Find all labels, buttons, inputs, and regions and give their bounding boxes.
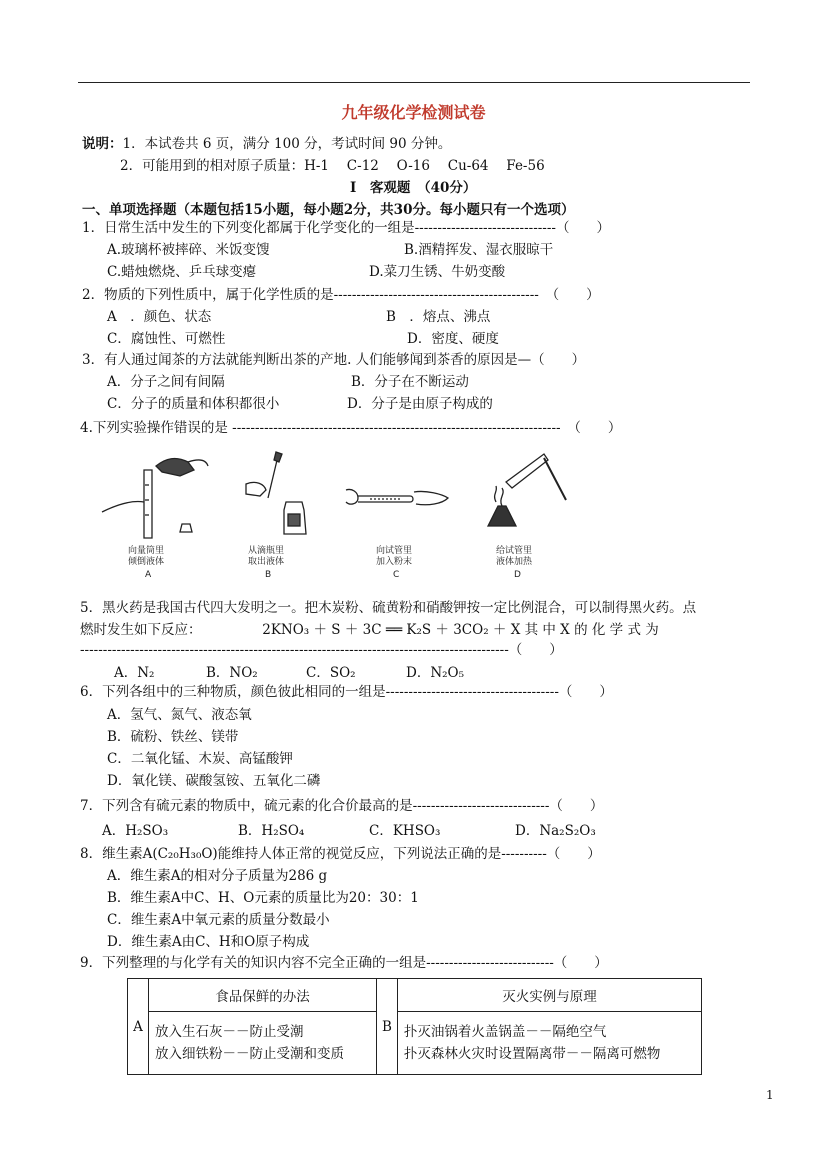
question-5-line-1: 5．黑火药是我国古代四大发明之一。把木炭粉、硫黄粉和硝酸钾按一定比例混合，可以制得黑火药。点	[80, 600, 697, 616]
q7-option-c: C．KHSO₃	[369, 823, 441, 839]
q8-option-d: D．维生素A由C、H和O原子构成	[107, 934, 310, 950]
q8-option-a: A．维生素A的相对分子质量为286 g	[107, 868, 328, 884]
header-rule	[78, 82, 750, 83]
question-9: 9．下列整理的与化学有关的知识内容不完全正确的一组是----------------------------（ ）	[80, 955, 608, 971]
q8-option-b: B．维生素A中C、H、O元素的质量比为20：30：1	[107, 890, 419, 906]
page-title: 九年级化学检测试卷	[341, 103, 486, 122]
figure-b-dropper-icon	[246, 452, 306, 534]
q7-option-b: B．H₂SO₄	[238, 823, 305, 839]
figure-c-caption-1: 向试管里	[376, 546, 413, 556]
knowledge-table	[127, 978, 702, 1075]
question-7: 7．下列含有硫元素的物质中，硫元素的化合价最高的是------------------------------（ ）	[80, 798, 604, 814]
figure-d-heating-icon	[488, 454, 566, 526]
question-1: 1．日常生活中发生的下列变化都属于化学变化的一组是-------------------------------（ ）	[82, 220, 610, 236]
notes-line-2: 2．可能用到的相对原子质量：H-1 C-12 O-16 Cu-64 Fe-56	[120, 158, 545, 174]
question-8: 8．维生素A(C₂₀H₃₀O)能维持人体正常的视觉反应，下列说法正确的是----------（ ）	[80, 846, 601, 862]
page-number: 1	[766, 1088, 774, 1102]
question-4: 4.下列实验操作错误的是 ------------------------------------------------------------------------ （ ）	[80, 420, 622, 436]
figure-a-letter: A	[145, 570, 152, 580]
lab-operation-figures	[96, 440, 576, 585]
figure-b-caption-1: 从滴瓶里	[248, 546, 285, 556]
q3-option-b: B．分子在不断运动	[351, 374, 469, 390]
question-6: 6．下列各组中的三种物质，颜色彼此相同的一组是--------------------------------------（ ）	[80, 684, 613, 700]
figure-d-caption-1: 给试管里	[496, 546, 533, 556]
figure-c-caption-2: 加入粉末	[376, 557, 413, 567]
part-heading: 一、单项选择题（本题包括15小题，每小题2分，共30分。每小题只有一个选项）	[82, 202, 575, 218]
q3-option-a: A．分子之间有间隔	[107, 374, 225, 390]
figure-d-letter: D	[514, 570, 521, 580]
q2-option-d: D．密度、硬度	[407, 331, 499, 347]
question-5-line-2: 燃时发生如下反应： 2KNO₃ ＋ S ＋ 3C ══ K₂S ＋ 3CO₂ ＋ X 其 中 X 的 化 学 式 为	[80, 622, 659, 638]
notes-text-1: 1．本试卷共 6 页，满分 100 分，考试时间 90 分钟。	[122, 136, 452, 152]
question-5-line-3: ----------------------------------------------------------------------------------------------（ ）	[80, 642, 563, 658]
figure-d-caption-2: 液体加热	[496, 557, 533, 567]
q1-option-b: B.酒精挥发、湿衣服晾干	[404, 242, 554, 258]
q6-option-a: A．氢气、氮气、液态氧	[107, 707, 252, 723]
q5-option-b: B．NO₂	[206, 665, 258, 681]
table-a-line-1: 放入生石灰－－防止受潮	[155, 1024, 304, 1040]
table-a-line-2: 放入细铁粉－－防止受潮和变质	[155, 1046, 344, 1062]
q1-option-d: D.菜刀生锈、牛奶变酸	[369, 264, 506, 280]
q7-option-d: D．Na₂S₂O₃	[515, 823, 596, 839]
figure-a-caption-2: 倾倒液体	[128, 557, 165, 567]
q5-option-d: D．N₂O₅	[406, 665, 465, 681]
table-b-line-2: 扑灭森林火灾时设置隔离带－－隔离可燃物	[403, 1046, 661, 1062]
q2-option-c: C．腐蚀性、可燃性	[107, 331, 226, 347]
table-letter-a: A	[128, 979, 149, 1075]
notes-line-1	[82, 132, 451, 152]
question-2: 2．物质的下列性质中，属于化学性质的是--------------------------------------------- （ ）	[82, 287, 600, 303]
q1-option-a: A.玻璃杯被摔碎、米饭变馊	[107, 242, 270, 258]
q5-option-a: A．N₂	[114, 665, 155, 681]
table-letter-b: B	[376, 979, 397, 1075]
section-heading: I 客观题 （40分）	[350, 180, 477, 196]
q8-option-c: C．维生素A中氧元素的质量分数最小	[107, 912, 330, 928]
q1-option-c: C.蜡烛燃烧、乒乓球变瘪	[107, 264, 257, 280]
notes-label: 说明：	[82, 136, 123, 152]
figure-a-pouring-icon	[102, 459, 208, 538]
figure-a-caption-1: 向量筒里	[128, 546, 165, 556]
question-3: 3．有人通过闻茶的方法就能判断出茶的产地. 人们能够闻到茶香的原因是—（ ）	[82, 352, 586, 368]
q3-option-d: D．分子是由原子构成的	[347, 396, 493, 412]
q2-option-b: B ．熔点、沸点	[386, 309, 491, 325]
q3-option-c: C．分子的质量和体积都很小	[107, 396, 280, 412]
table-cell-b	[397, 1012, 701, 1075]
table-cell-a	[149, 1012, 377, 1075]
table-head-b: 灭火实例与原理	[397, 979, 701, 1012]
q6-option-d: D．氧化镁、碳酸氢铵、五氧化二磷	[107, 773, 321, 789]
figure-c-powder-icon	[346, 489, 448, 504]
q2-option-a: A ．颜色、状态	[107, 309, 212, 325]
table-head-a: 食品保鲜的办法	[149, 979, 377, 1012]
figure-c-letter: C	[393, 570, 400, 580]
figure-b-letter: B	[265, 570, 272, 580]
figure-b-caption-2: 取出液体	[248, 557, 285, 567]
q6-option-c: C．二氧化锰、木炭、高锰酸钾	[107, 751, 293, 767]
q5-option-c: C．SO₂	[306, 665, 356, 681]
q7-option-a: A．H₂SO₃	[102, 823, 169, 839]
q6-option-b: B．硫粉、铁丝、镁带	[107, 729, 239, 745]
table-b-line-1: 扑灭油锅着火盖锅盖－－隔绝空气	[403, 1024, 607, 1040]
